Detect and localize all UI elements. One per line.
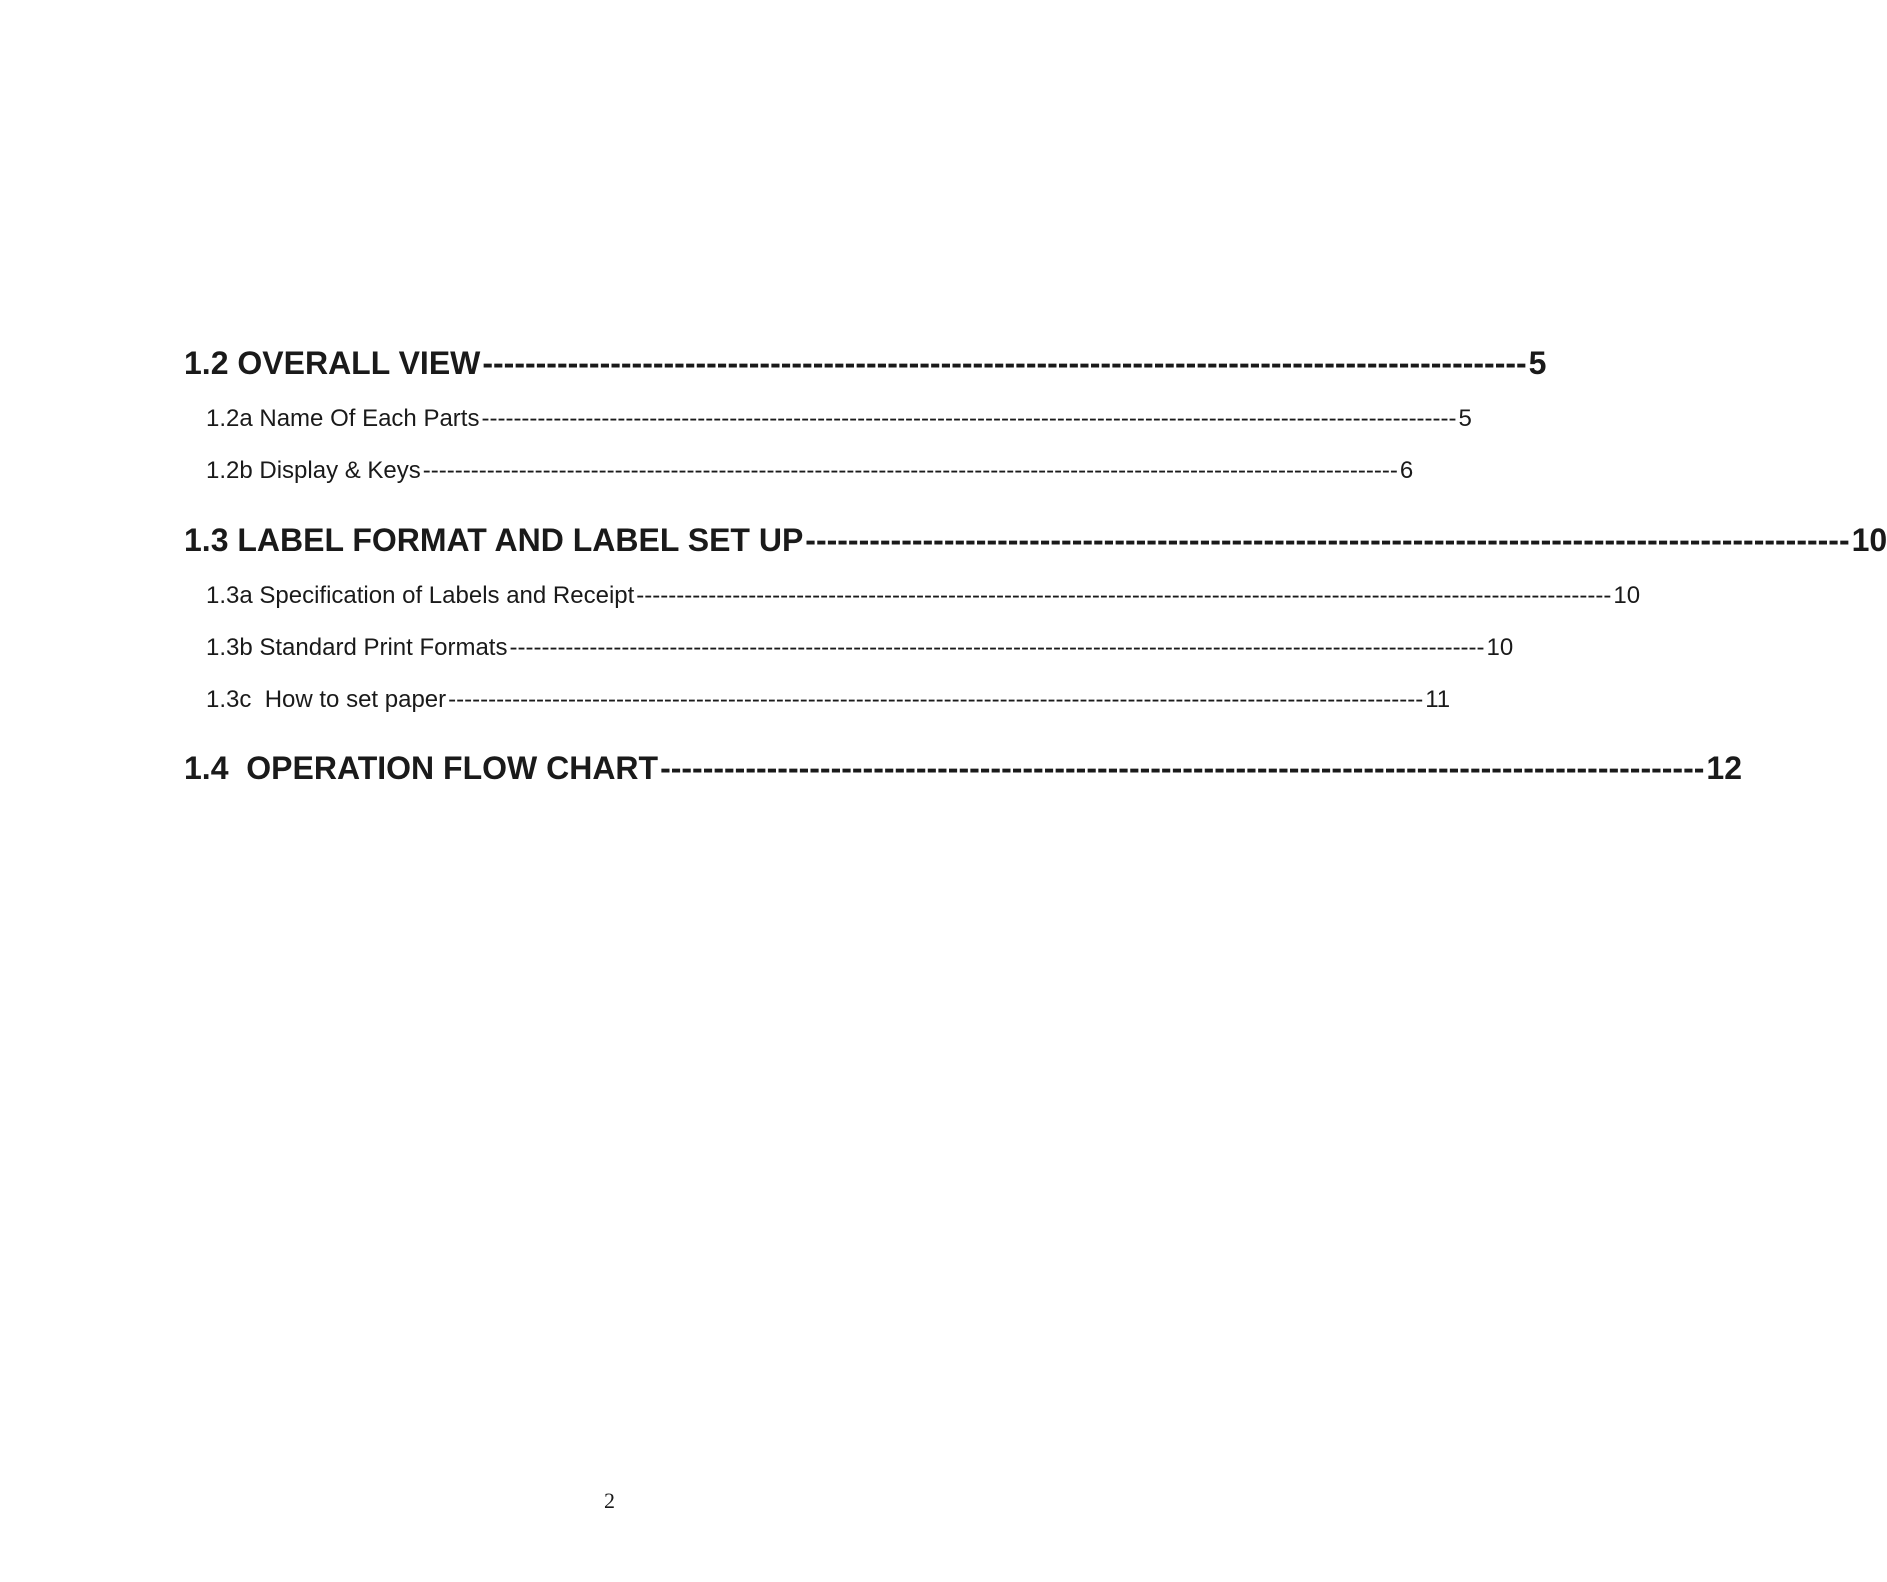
dot-leader: -------------------------------------------------------------------------------------------------- bbox=[660, 750, 1705, 786]
toc-entry-page: 10 bbox=[1613, 582, 1641, 609]
dot-leader: -------------------------------------------------------------------------------------------------------------------------- bbox=[509, 634, 1485, 661]
toc-entry[interactable] bbox=[184, 343, 1547, 383]
toc-entry[interactable] bbox=[184, 581, 1641, 611]
dot-leader: -------------------------------------------------------------------------------------------------- bbox=[805, 522, 1850, 558]
dot-leader: -------------------------------------------------------------------------------------------------------------------------- bbox=[422, 457, 1398, 484]
toc-entry[interactable] bbox=[184, 685, 1451, 715]
toc-entry[interactable] bbox=[184, 404, 1472, 434]
dot-leader: -------------------------------------------------------------------------------------------------------------------------- bbox=[481, 405, 1457, 432]
toc-entry-title: 1.2a Name Of Each Parts bbox=[206, 405, 480, 432]
toc-entry-page: 5 bbox=[1458, 405, 1472, 432]
toc-entry-title: 1.2 OVERALL VIEW bbox=[184, 345, 481, 381]
toc-entry[interactable] bbox=[184, 748, 1742, 788]
toc-entry-title: 1.3a Specification of Labels and Receipt bbox=[206, 582, 635, 609]
toc-entry-title: 1.4 OPERATION FLOW CHART bbox=[184, 750, 659, 786]
toc-entry-title: 1.3 LABEL FORMAT AND LABEL SET UP bbox=[184, 522, 804, 558]
toc-entry-title: 1.2b Display & Keys bbox=[206, 457, 421, 484]
toc-entry[interactable] bbox=[184, 633, 1514, 663]
dot-leader: -------------------------------------------------------------------------------------------------- bbox=[482, 345, 1527, 381]
toc-entry-page: 10 bbox=[1486, 634, 1514, 661]
dot-leader: -------------------------------------------------------------------------------------------------------------------------- bbox=[636, 582, 1612, 609]
toc-entry-page: 10 bbox=[1851, 522, 1887, 558]
toc-entry[interactable] bbox=[184, 456, 1414, 486]
toc-entry-page: 12 bbox=[1706, 750, 1742, 786]
toc-entry-page: 6 bbox=[1399, 457, 1414, 484]
dot-leader: -------------------------------------------------------------------------------------------------------------------------- bbox=[448, 686, 1424, 713]
toc-entry-title: 1.3b Standard Print Formats bbox=[206, 634, 508, 661]
page-number: 2 bbox=[604, 1488, 615, 1513]
toc-entry-page: 5 bbox=[1528, 345, 1547, 381]
toc-entry-title: 1.3c How to set paper bbox=[206, 686, 447, 713]
toc-entry[interactable] bbox=[184, 520, 1887, 560]
toc-entry-page: 11 bbox=[1425, 686, 1451, 713]
